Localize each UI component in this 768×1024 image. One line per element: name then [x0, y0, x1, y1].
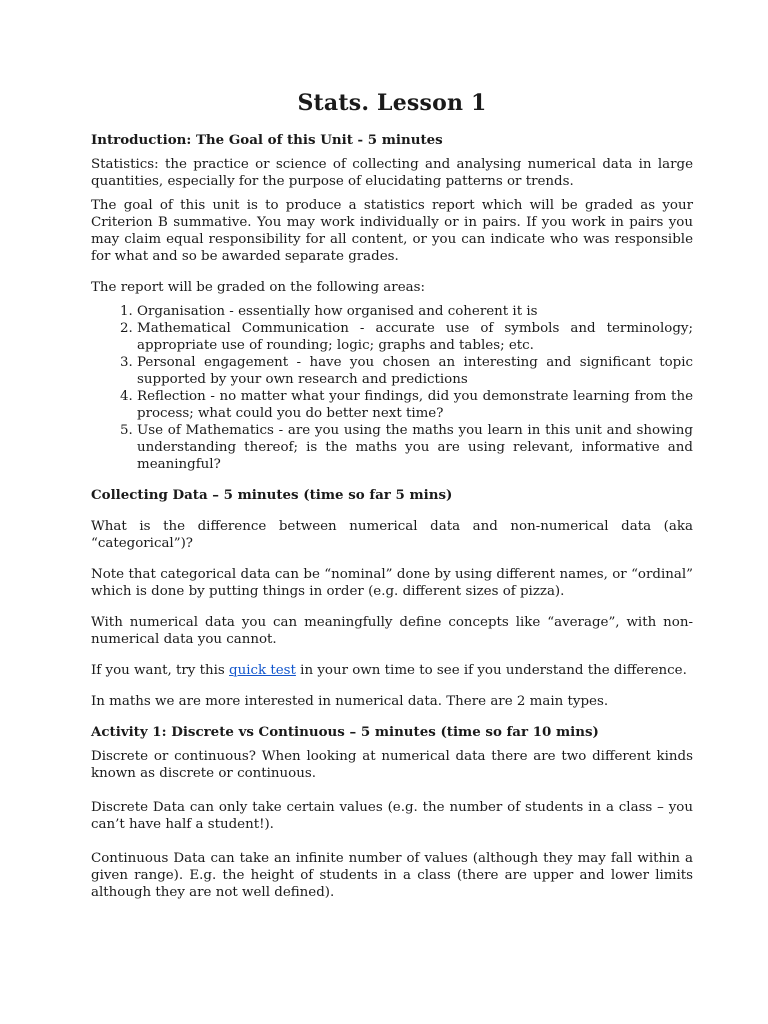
quick-test-prefix: If you want, try this	[91, 663, 229, 678]
activity1-paragraph-discrete: Discrete Data can only take certain values (e.g. the number of students in a class – you can’t have half a student!).	[91, 800, 693, 832]
activity1-paragraph-continuous: Continuous Data can take an infinite number of values (although they may fall within a given range). E.g. the height of students in a class (there are upper and lower limits although they are not well defined).	[91, 851, 693, 900]
intro-paragraph-goal: The goal of this unit is to produce a statistics report which will be graded as your Criterion B summative. You may work individually or in pairs. If you work in pairs you may claim equal responsibility for all content, or you can indicate who was responsible for what and so be awarded separate grades.	[91, 198, 693, 264]
intro-paragraph-definition: Statistics: the practice or science of collecting and analysing numerical data in large quantities, especially for the purpose of elucidating patterns or trends.	[91, 157, 693, 189]
list-item: 5. Use of Mathematics - are you using the maths you learn in this unit and showing understanding thereof; is the maths you are using relevant, informative and meaningful?	[137, 422, 693, 473]
quick-test-link[interactable]: quick test	[229, 663, 296, 678]
intro-heading: Introduction: The Goal of this Unit - 5 minutes	[91, 132, 443, 148]
grading-criteria-list	[91, 303, 693, 473]
page-title: Stats. Lesson 1	[297, 90, 487, 116]
collecting-paragraph-question: What is the difference between numerical data and non-numerical data (aka “categorical”)?	[91, 519, 693, 551]
list-item: 4. Reflection - no matter what your findings, did you demonstrate learning from the process; what could you do better next time?	[137, 388, 693, 422]
list-item: 3. Personal engagement - have you chosen an interesting and significant topic supported by your own research and predictions	[137, 354, 693, 388]
collecting-paragraph-types: In maths we are more interested in numerical data. There are 2 main types.	[91, 694, 609, 709]
collecting-heading: Collecting Data – 5 minutes (time so far 5 mins)	[91, 487, 453, 503]
activity1-heading: Activity 1: Discrete vs Continuous – 5 minutes (time so far 10 mins)	[91, 724, 599, 740]
list-item: 1. Organisation - essentially how organised and coherent it is	[137, 303, 693, 320]
quick-test-suffix: in your own time to see if you understand the difference.	[295, 663, 687, 678]
activity1-paragraph-intro: Discrete or continuous? When looking at numerical data there are two different kinds known as discrete or continuous.	[91, 749, 693, 781]
collecting-paragraph-quick-test	[91, 662, 693, 679]
list-item: 2. Mathematical Communication - accurate use of symbols and terminology; appropriate use of rounding; logic; graphs and tables; etc.	[137, 320, 693, 354]
document-body	[91, 86, 693, 915]
intro-paragraph-areas: The report will be graded on the following areas:	[91, 280, 425, 295]
collecting-paragraph-average: With numerical data you can meaningfully define concepts like “average”, with non-numerical data you cannot.	[91, 615, 693, 647]
collecting-paragraph-categorical: Note that categorical data can be “nominal” done by using different names, or “ordinal” which is done by putting things in order (e.g. different sizes of pizza).	[91, 567, 693, 599]
